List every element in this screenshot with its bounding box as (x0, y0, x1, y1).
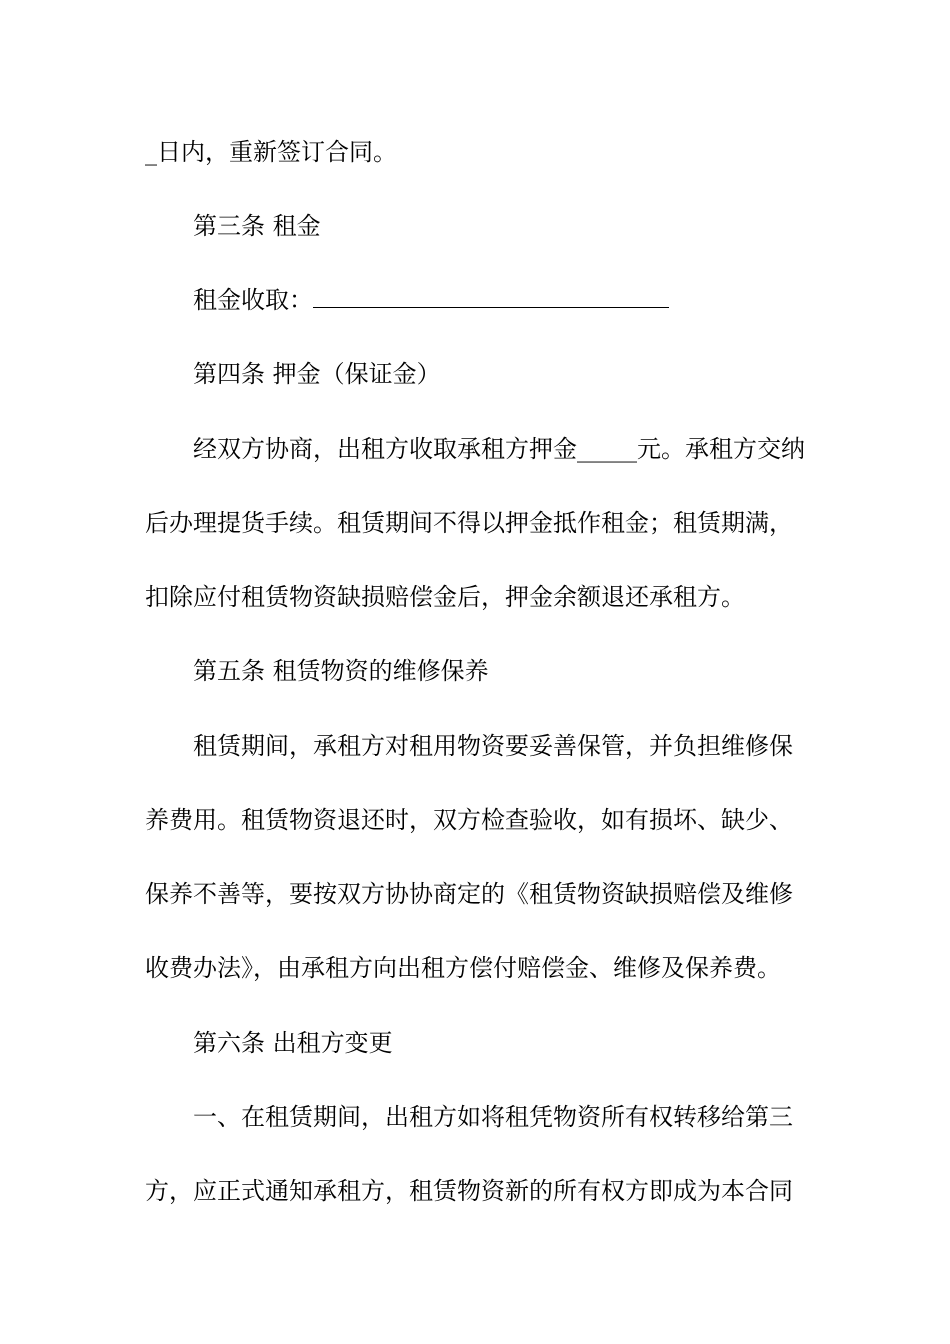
article-heading: 第四条 押金（保证金） (193, 360, 441, 388)
text-line: 保养不善等，要按双方协协商定的《租赁物资缺损赔偿及维修 (145, 880, 793, 908)
article-heading: 第三条 租金 (193, 212, 321, 240)
text-line: 租赁期间，承租方对租用物资要妥善保管，并负担维修保 (193, 732, 793, 760)
text-line: 收费办法》，由承租方向出租方偿付赔偿金、维修及保养费。 (145, 954, 781, 982)
text-line: 扣除应付租赁物资缺损赔偿金后，押金余额退还承租方。 (145, 583, 745, 611)
text-line: 后办理提货手续。租赁期间不得以押金抵作租金；租赁期满， (145, 509, 793, 537)
text-line: 养费用。租赁物资退还时，双方检查验收，如有损坏、缺少、 (145, 806, 793, 834)
article-heading: 第五条 租赁物资的维修保养 (193, 657, 489, 685)
rent-collection-line (193, 285, 815, 315)
article-heading: 第六条 出租方变更 (193, 1029, 393, 1057)
rent-collection-label: 租金收取： (193, 286, 313, 314)
text-line: _日内，重新签订合同。 (145, 138, 397, 166)
text-line: 一、在租赁期间，出租方如将租凭物资所有权转移给第三 (193, 1103, 793, 1131)
text-line: 经双方协商，出租方收取承租方押金_____元。承租方交纳 (193, 435, 805, 463)
rent-collection-blank (313, 285, 669, 308)
text-line: 方，应正式通知承租方，租赁物资新的所有权方即成为本合同 (145, 1177, 793, 1205)
